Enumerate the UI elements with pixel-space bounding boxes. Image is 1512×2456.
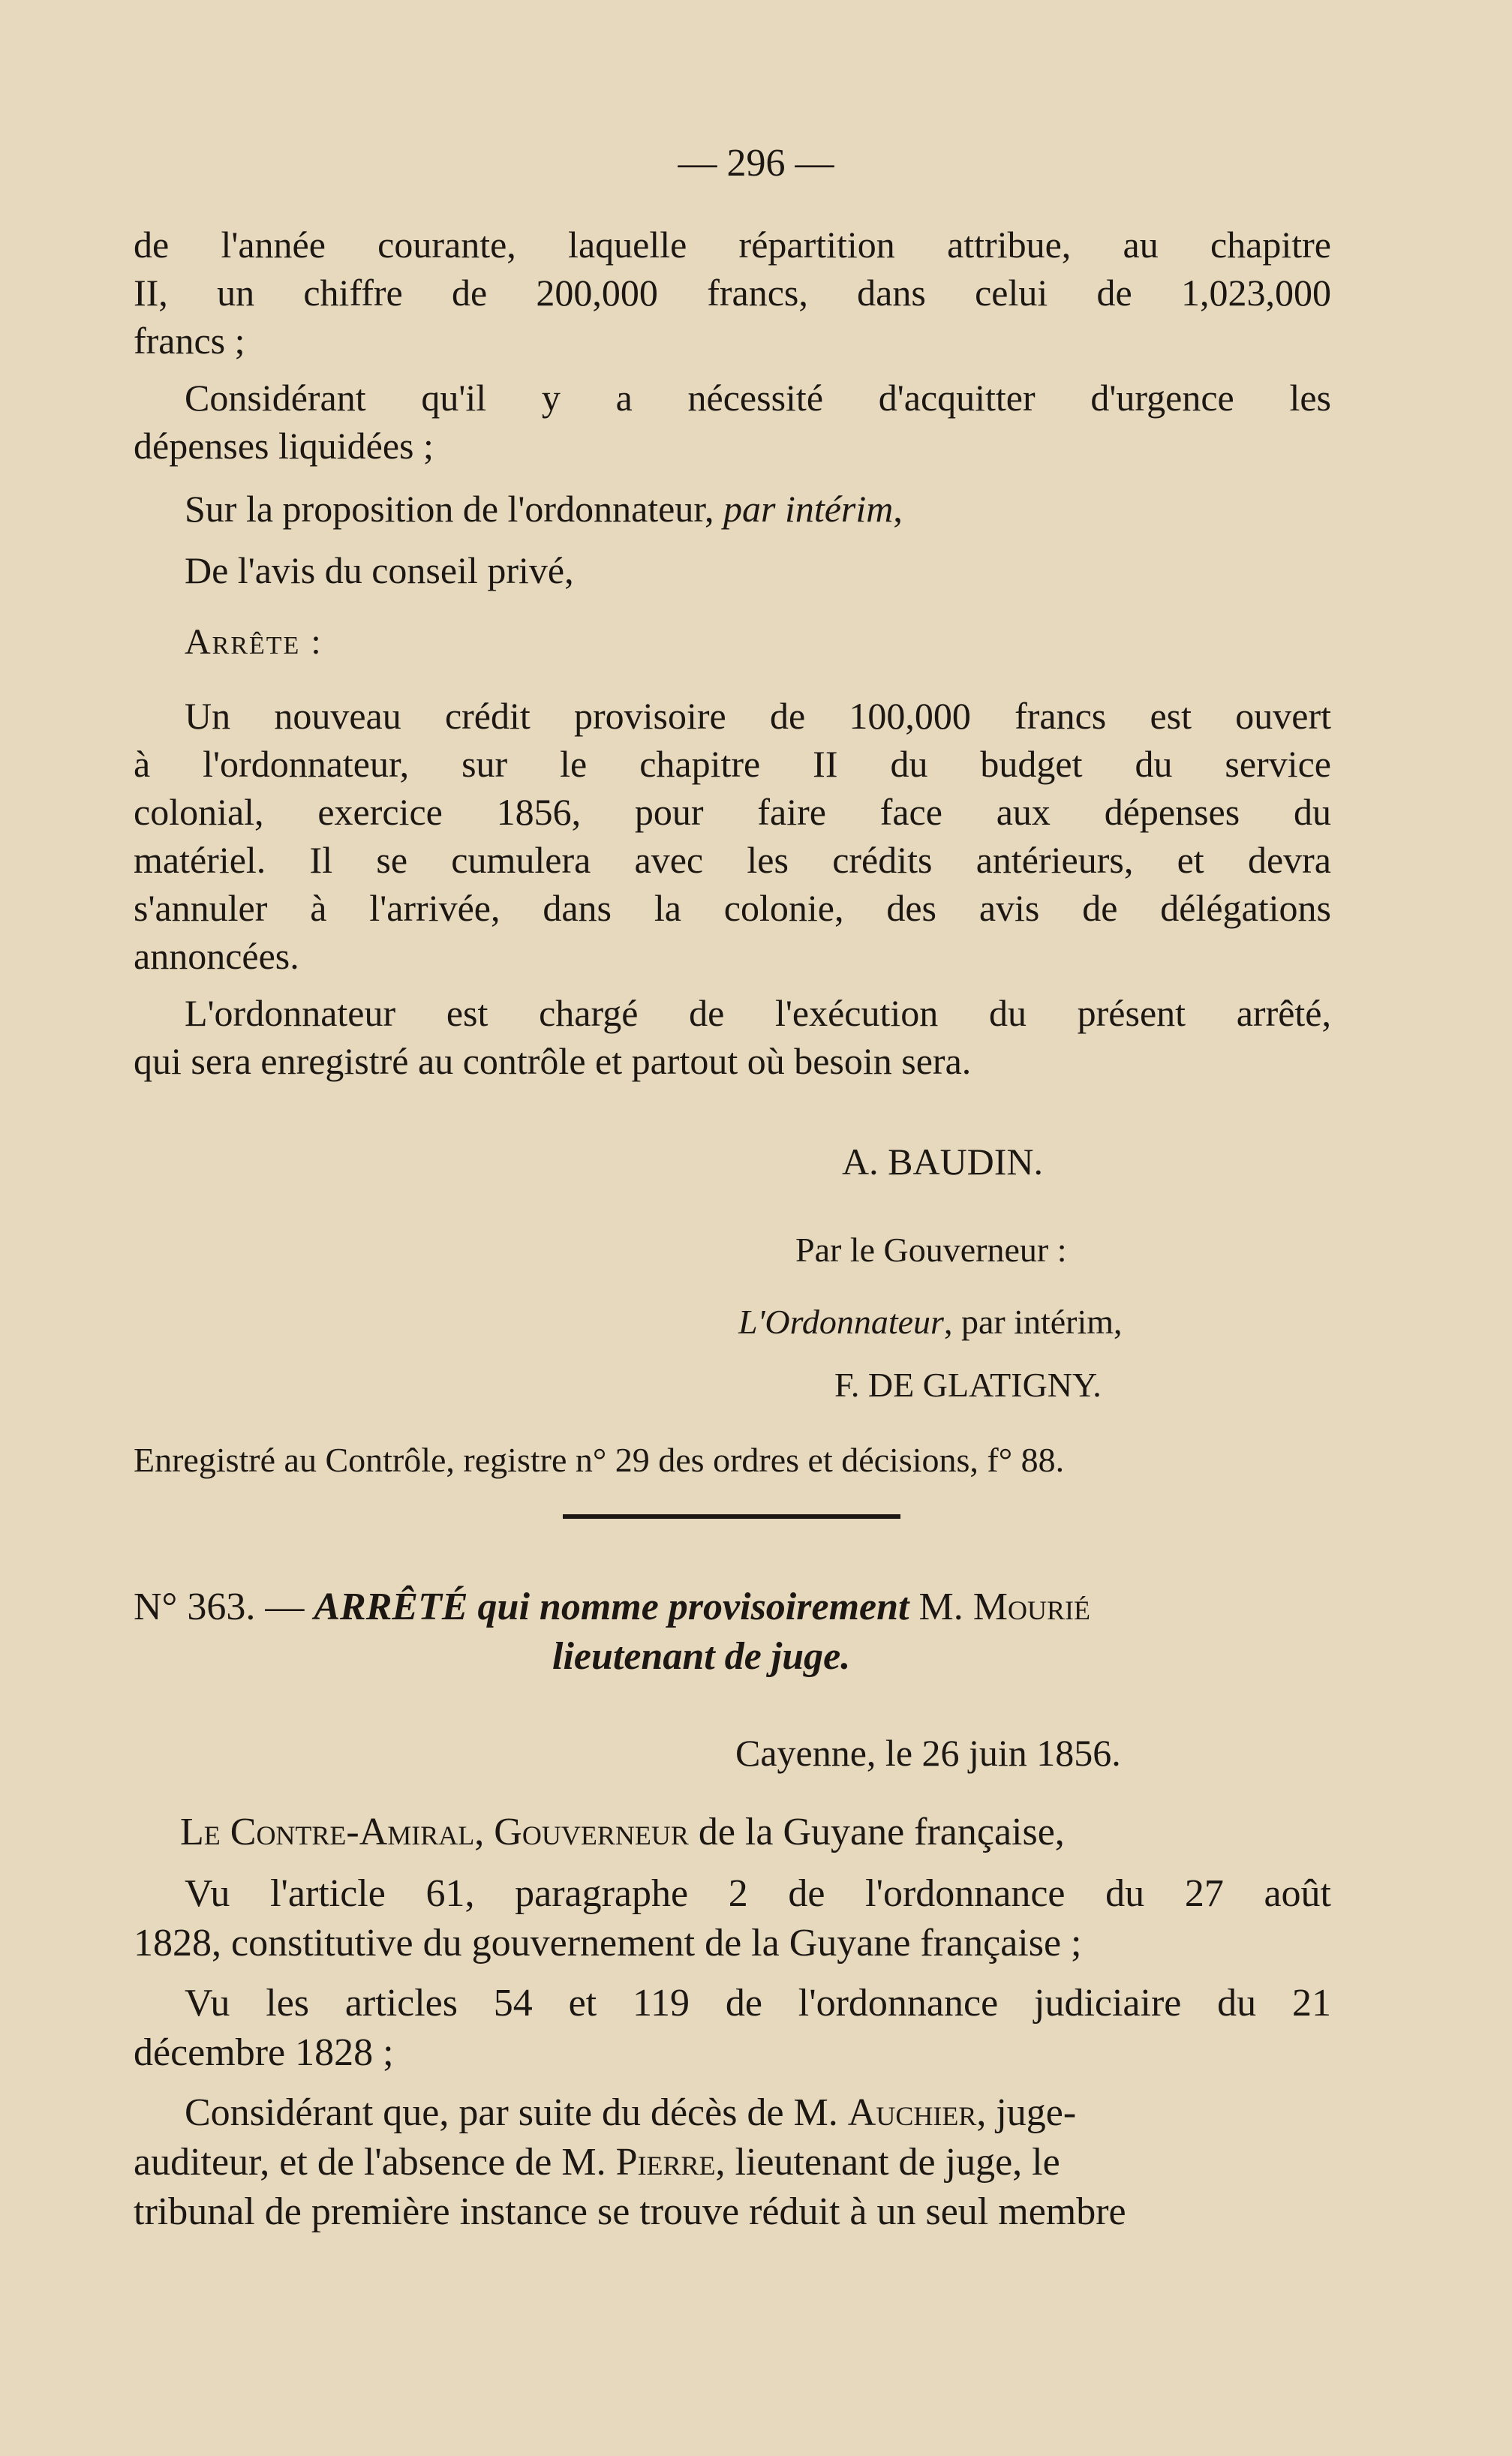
text-line: à l'ordonnateur, sur le chapitre II du budget du service (134, 743, 1331, 785)
text-line: Considérant qu'il y a nécessité d'acquitter d'urgence les (185, 377, 1331, 419)
text-line: 1828, constitutive du gouvernement de la Guyane française ; (134, 1922, 1082, 1964)
avis-line: De l'avis du conseil privé, (185, 549, 574, 591)
text-line: francs ; (134, 320, 245, 362)
text-column (134, 0, 1331, 2456)
text-line: colonial, exercice 1856, pour faire face aux dépenses du (134, 791, 1331, 833)
text-line: Vu les articles 54 et 119 de l'ordonnance judiciaire du 21 (185, 1982, 1331, 2025)
text-span: Sur la proposition de l'ordonnateur, (185, 488, 723, 530)
text-span: de la Guyane française, (688, 1811, 1065, 1853)
proposition-line (134, 486, 1331, 531)
person-name: Auchier (847, 2091, 977, 2134)
text-line: de l'année courante, laquelle répartition attribue, au chapitre (134, 224, 1331, 266)
text-span: , lieutenant de juge, le (715, 2141, 1060, 2184)
text-line: Un nouveau crédit provisoire de 100,000 francs est ouvert (185, 695, 1331, 737)
person-name: Pierre (615, 2141, 716, 2184)
text-line: L'ordonnateur est chargé de l'exécution du présent arrêté, (185, 992, 1331, 1034)
decree-person: M. Mourié (909, 1586, 1090, 1628)
text-line: annoncées. (134, 935, 299, 977)
text-span: , par intérim, (943, 1303, 1123, 1341)
text-line: matériel. Il se cumulera avec les crédits antérieurs, et devra (134, 839, 1331, 881)
registration-line: Enregistré au Contrôle, registre n° 29 des ordres et décisions, f° 88. (134, 1441, 1065, 1479)
text-line: s'annuler à l'arrivée, dans la colonie, des avis de délégations (134, 887, 1331, 929)
text-line: dépenses liquidées ; (134, 425, 434, 467)
text-line: tribunal de première instance se trouve réduit à un seul membre (134, 2190, 1126, 2233)
preamble-line (180, 1810, 1331, 1855)
preamble-title: Le Contre-Amiral, Gouverneur (180, 1811, 689, 1853)
italic-span: par intérim (723, 488, 894, 530)
page-number: — 296 — (678, 142, 834, 185)
text-span: auditeur, et de l'absence de M. (134, 2141, 616, 2184)
text-line: qui sera enregistré au contrôle et partout où besoin sera. (134, 1040, 972, 1082)
decree-heading (134, 1585, 1331, 1630)
text-line: décembre 1828 ; (134, 2031, 394, 2074)
place-date: Cayenne, le 26 juin 1856. (735, 1732, 1121, 1774)
signature-by: Par le Gouverneur : (795, 1231, 1067, 1269)
text-line: II, un chiffre de 200,000 francs, dans celui de 1,023,000 (134, 272, 1331, 314)
text-span: , juge- (976, 2091, 1077, 2134)
decree-number: N° 363. — (134, 1586, 314, 1628)
considerant-line (134, 2091, 1331, 2136)
signature-name: A. BAUDIN. (842, 1141, 1044, 1183)
considerant-line (134, 2140, 1331, 2185)
decree-title: ARRÊTÉ qui nomme provisoirement (314, 1586, 909, 1628)
italic-span: L'Ordonnateur (738, 1303, 944, 1341)
section-divider (563, 1514, 900, 1519)
text-span: Considérant que, par suite du décès de M. (185, 2091, 848, 2134)
decree-heading-line2: lieutenant de juge. (552, 1635, 851, 1678)
text-line: Vu l'article 61, paragraphe 2 de l'ordonnance du 27 août (185, 1872, 1331, 1915)
text-span: , (893, 488, 903, 530)
signature-title (738, 1300, 1331, 1345)
arrete-heading: Arrête : (185, 622, 323, 662)
signature-official: F. DE GLATIGNY. (834, 1366, 1102, 1404)
